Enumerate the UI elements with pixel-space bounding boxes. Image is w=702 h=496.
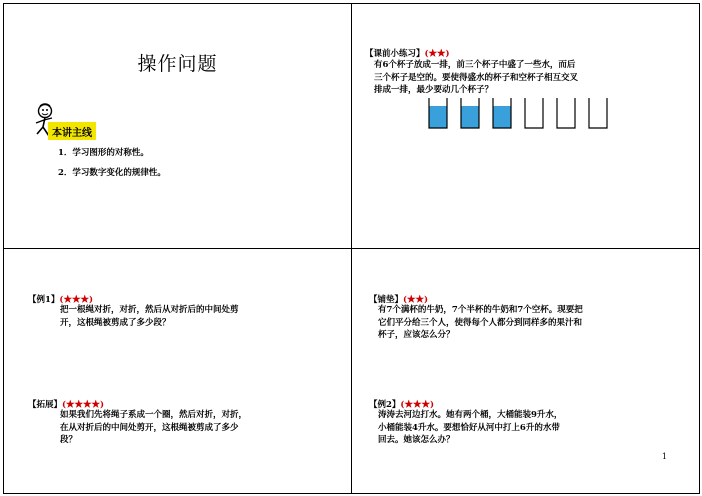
text-line: 把一根绳对折，对折，然后从对折后的中间处剪 [60, 305, 239, 315]
example2-text [378, 409, 562, 447]
text-line: 杯子，应该怎么分？ [378, 330, 455, 340]
page-number: 1 [661, 452, 667, 461]
difficulty-stars: (★★) [403, 295, 429, 305]
slide-example-1 [3, 248, 352, 494]
goal-item: 2．学习数字变化的规律性。 [58, 168, 166, 178]
text-line: 小桶能装4升水。要想恰好从河中打上6升的水带 [378, 422, 560, 433]
slide-title: 操作问题 [137, 53, 218, 75]
text-line: 排成一排，最少要动几个杯子？ [374, 85, 494, 95]
cups-illustration [427, 96, 617, 130]
warmup-heading-label: 【课前小练习】 [365, 49, 425, 59]
example1-heading-label: 【例1】 [28, 295, 60, 305]
preparation-heading-label: 【铺垫】 [369, 295, 404, 305]
warmup-text [374, 59, 578, 97]
difficulty-stars: (★★) [424, 49, 450, 59]
example1-text [60, 304, 239, 329]
empty-cup-icon [589, 98, 607, 128]
text-line: 段？ [60, 435, 78, 445]
preparation-text [378, 304, 583, 342]
difficulty-stars: (★★★) [400, 400, 434, 410]
extension-text [60, 409, 247, 447]
slide-warmup [351, 3, 700, 249]
goal-item: 1．学习图形的对称性。 [58, 148, 149, 158]
text-line: 有6个杯子放成一排，前三个杯子中盛了一些水，而后 [374, 60, 576, 70]
empty-cup-icon [557, 98, 575, 128]
difficulty-stars: (★★★★) [62, 400, 105, 410]
filled-cup-icon [461, 98, 479, 128]
text-line: 有7个满杯的牛奶，7个半杯的牛奶和7个空杯。现要把 [378, 305, 583, 315]
empty-cup-icon [525, 98, 543, 128]
main-line-badge: 本讲主线 [48, 122, 96, 140]
text-line: 它们平分给三个人，使得每个人都分到同样多的果汁和 [378, 317, 583, 328]
text-line: 三个杯子是空的。要使得盛水的杯子和空杯子相互交叉 [374, 72, 579, 83]
example2-heading-label: 【例2】 [369, 400, 401, 410]
text-line: 如果我们先将绳子系成一个圈，然后对折，对折， [60, 410, 248, 420]
text-line: 涛涛去河边打水。她有两个桶，大桶能装9升水， [378, 410, 563, 420]
warmup-heading [365, 47, 450, 59]
filled-cup-icon [429, 98, 447, 128]
filled-cup-icon [493, 98, 511, 128]
text-line: 在从对折后的中间处剪开，这根绳被剪成了多少 [60, 422, 239, 433]
text-line: 回去。她该怎么办？ [378, 435, 455, 445]
extension-heading-label: 【拓展】 [28, 400, 63, 410]
slide-example-2 [351, 248, 700, 494]
difficulty-stars: (★★★) [59, 295, 93, 305]
slide-topic [3, 3, 352, 249]
text-line: 开，这根绳被剪成了多少段？ [60, 317, 171, 328]
